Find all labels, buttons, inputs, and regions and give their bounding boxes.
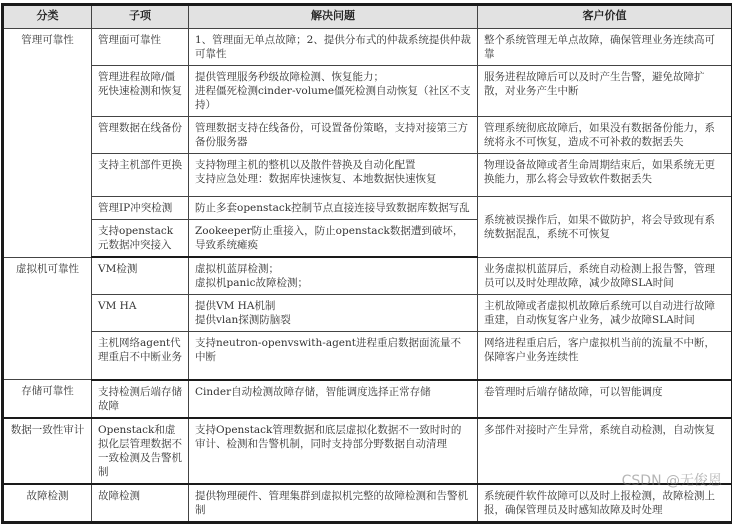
subitem-cell: 管理面可靠性	[92, 29, 189, 66]
category-cell: 数据一致性审计	[3, 418, 92, 484]
category-cell: 虚拟机可靠性	[3, 257, 92, 380]
problem-line: 防止多套openstack控制节点直接连接导致数据库数据写乱	[195, 201, 471, 215]
problem-line: 进程僵死检测cinder-volume僵死检测自动恢复（社区不支持）	[195, 84, 471, 112]
category-cell: 故障检测	[3, 484, 92, 523]
value-cell: 整个系统管理无单点故障，确保管理业务连续高可靠	[478, 29, 732, 66]
value-cell: 物理设备故障或者生命周期结束后，如果系统无更换能力，那么将会导致软件数据丢失	[478, 154, 732, 197]
value-cell: 系统被误操作后，如果不做防护，将会导致现有系统数据混乱，系统不可恢复	[478, 197, 732, 258]
subitem-cell: 故障检测	[92, 484, 189, 523]
header-value: 客户价值	[478, 5, 732, 29]
problem-line: 支持neutron-openvswith-agent进程重启数据面流量不中断	[195, 336, 471, 364]
value-cell: 网络进程重启后，客户虚拟机当前的流量不中断，保障客户业务连续性	[478, 332, 732, 380]
problem-cell	[189, 66, 478, 117]
subitem-cell: VM HA	[92, 295, 189, 332]
value-cell: 管理系统彻底故障后，如果没有数据备份能力，系统将永不可恢复，造成不可补救的数据丢失	[478, 117, 732, 154]
problem-line: 提供VM HA机制	[195, 299, 471, 313]
problem-cell	[189, 257, 478, 295]
problem-cell	[189, 220, 478, 258]
table-row	[3, 418, 732, 484]
value-cell: 卷管理时后端存储故障，可以智能调度	[478, 380, 732, 418]
table-row	[3, 29, 732, 66]
table-row	[3, 117, 732, 154]
problem-line: 提供管理服务秒级故障检测、恢复能力；	[195, 70, 471, 84]
subitem-cell: 支持主机部件更换	[92, 154, 189, 197]
problem-cell	[189, 154, 478, 197]
value-cell: 主机故障或者虚拟机故障后系统可以自动进行故障重建，自动恢复客户业务，减少故障SLA时间	[478, 295, 732, 332]
problem-line: 支持Openstack管理数据和底层虚拟化数据不一致时时的审计、检测和告警机制，同时支持部分野数据自动清理	[195, 423, 471, 451]
table-row	[3, 332, 732, 380]
problem-line: 虚拟机蓝屏检测；	[195, 262, 471, 276]
problem-line: 支持物理主机的整机以及散件替换及自动化配置	[195, 158, 471, 172]
subitem-cell: 管理数据在线备份	[92, 117, 189, 154]
subitem-cell: 支持检测后端存储故障	[92, 380, 189, 418]
value-cell: 系统硬件软件故障可以及时上报检测，故障检测上报，确保管理员及时感知故障及时处理	[478, 484, 732, 523]
reliability-table	[1, 3, 732, 524]
header-problem: 解决问题	[189, 5, 478, 29]
problem-cell	[189, 332, 478, 380]
problem-cell	[189, 29, 478, 66]
table-row	[3, 484, 732, 523]
problem-line: 虚拟机panic故障检测；	[195, 276, 471, 290]
category-cell: 存储可靠性	[3, 380, 92, 418]
problem-line: 支持应急处理：数据库快速恢复、本地数据快速恢复	[195, 172, 471, 186]
table-row	[3, 66, 732, 117]
subitem-cell: 管理IP冲突检测	[92, 197, 189, 220]
header-row	[3, 5, 732, 29]
value-cell: 业务虚拟机蓝屏后，系统自动检测上报告警，管理员可以及时处理故障，减少故障SLA时间	[478, 257, 732, 295]
problem-cell	[189, 197, 478, 220]
table-row	[3, 154, 732, 197]
problem-line: 1、管理面无单点故障；2、提供分布式的仲裁系统提供仲裁可靠性	[195, 33, 471, 61]
subitem-cell: Openstack和虚拟化层管理数据不一致检测及告警机制	[92, 418, 189, 484]
header-subitem: 子项	[92, 5, 189, 29]
subitem-cell: 主机网络agent代理重启不中断业务	[92, 332, 189, 380]
problem-line: 管理数据支持在线备份，可设置备份策略，支持对接第三方备份服务器	[195, 121, 471, 149]
problem-cell	[189, 117, 478, 154]
problem-line: 提供vlan探测防脑裂	[195, 313, 471, 327]
table-row	[3, 257, 732, 295]
table-row	[3, 380, 732, 418]
problem-cell	[189, 418, 478, 484]
problem-cell	[189, 484, 478, 523]
problem-line: Cinder自动检测故障存储，智能调度选择正常存储	[195, 385, 471, 399]
watermark: CSDN @无俊恩	[622, 470, 722, 490]
subitem-cell: 管理进程故障/僵死快速检测和恢复	[92, 66, 189, 117]
category-cell: 管理可靠性	[3, 29, 92, 258]
subitem-cell: 支持openstack元数据冲突接入	[92, 220, 189, 258]
problem-cell	[189, 380, 478, 418]
header-category: 分类	[3, 5, 92, 29]
problem-line: Zookeeper防止重接入，防止openstack数据遭到破坏，导致系统瘫痪	[195, 224, 471, 252]
problem-line: 提供物理硬件、管理集群到虚拟机完整的故障检测和告警机制	[195, 489, 471, 517]
problem-cell	[189, 295, 478, 332]
value-cell: 多部件对接时产生异常，系统自动检测，自动恢复	[478, 418, 732, 484]
table-row	[3, 295, 732, 332]
table-row	[3, 197, 732, 220]
subitem-cell: VM检测	[92, 257, 189, 295]
value-cell: 服务进程故障后可以及时产生告警，避免故障扩散，对业务产生中断	[478, 66, 732, 117]
